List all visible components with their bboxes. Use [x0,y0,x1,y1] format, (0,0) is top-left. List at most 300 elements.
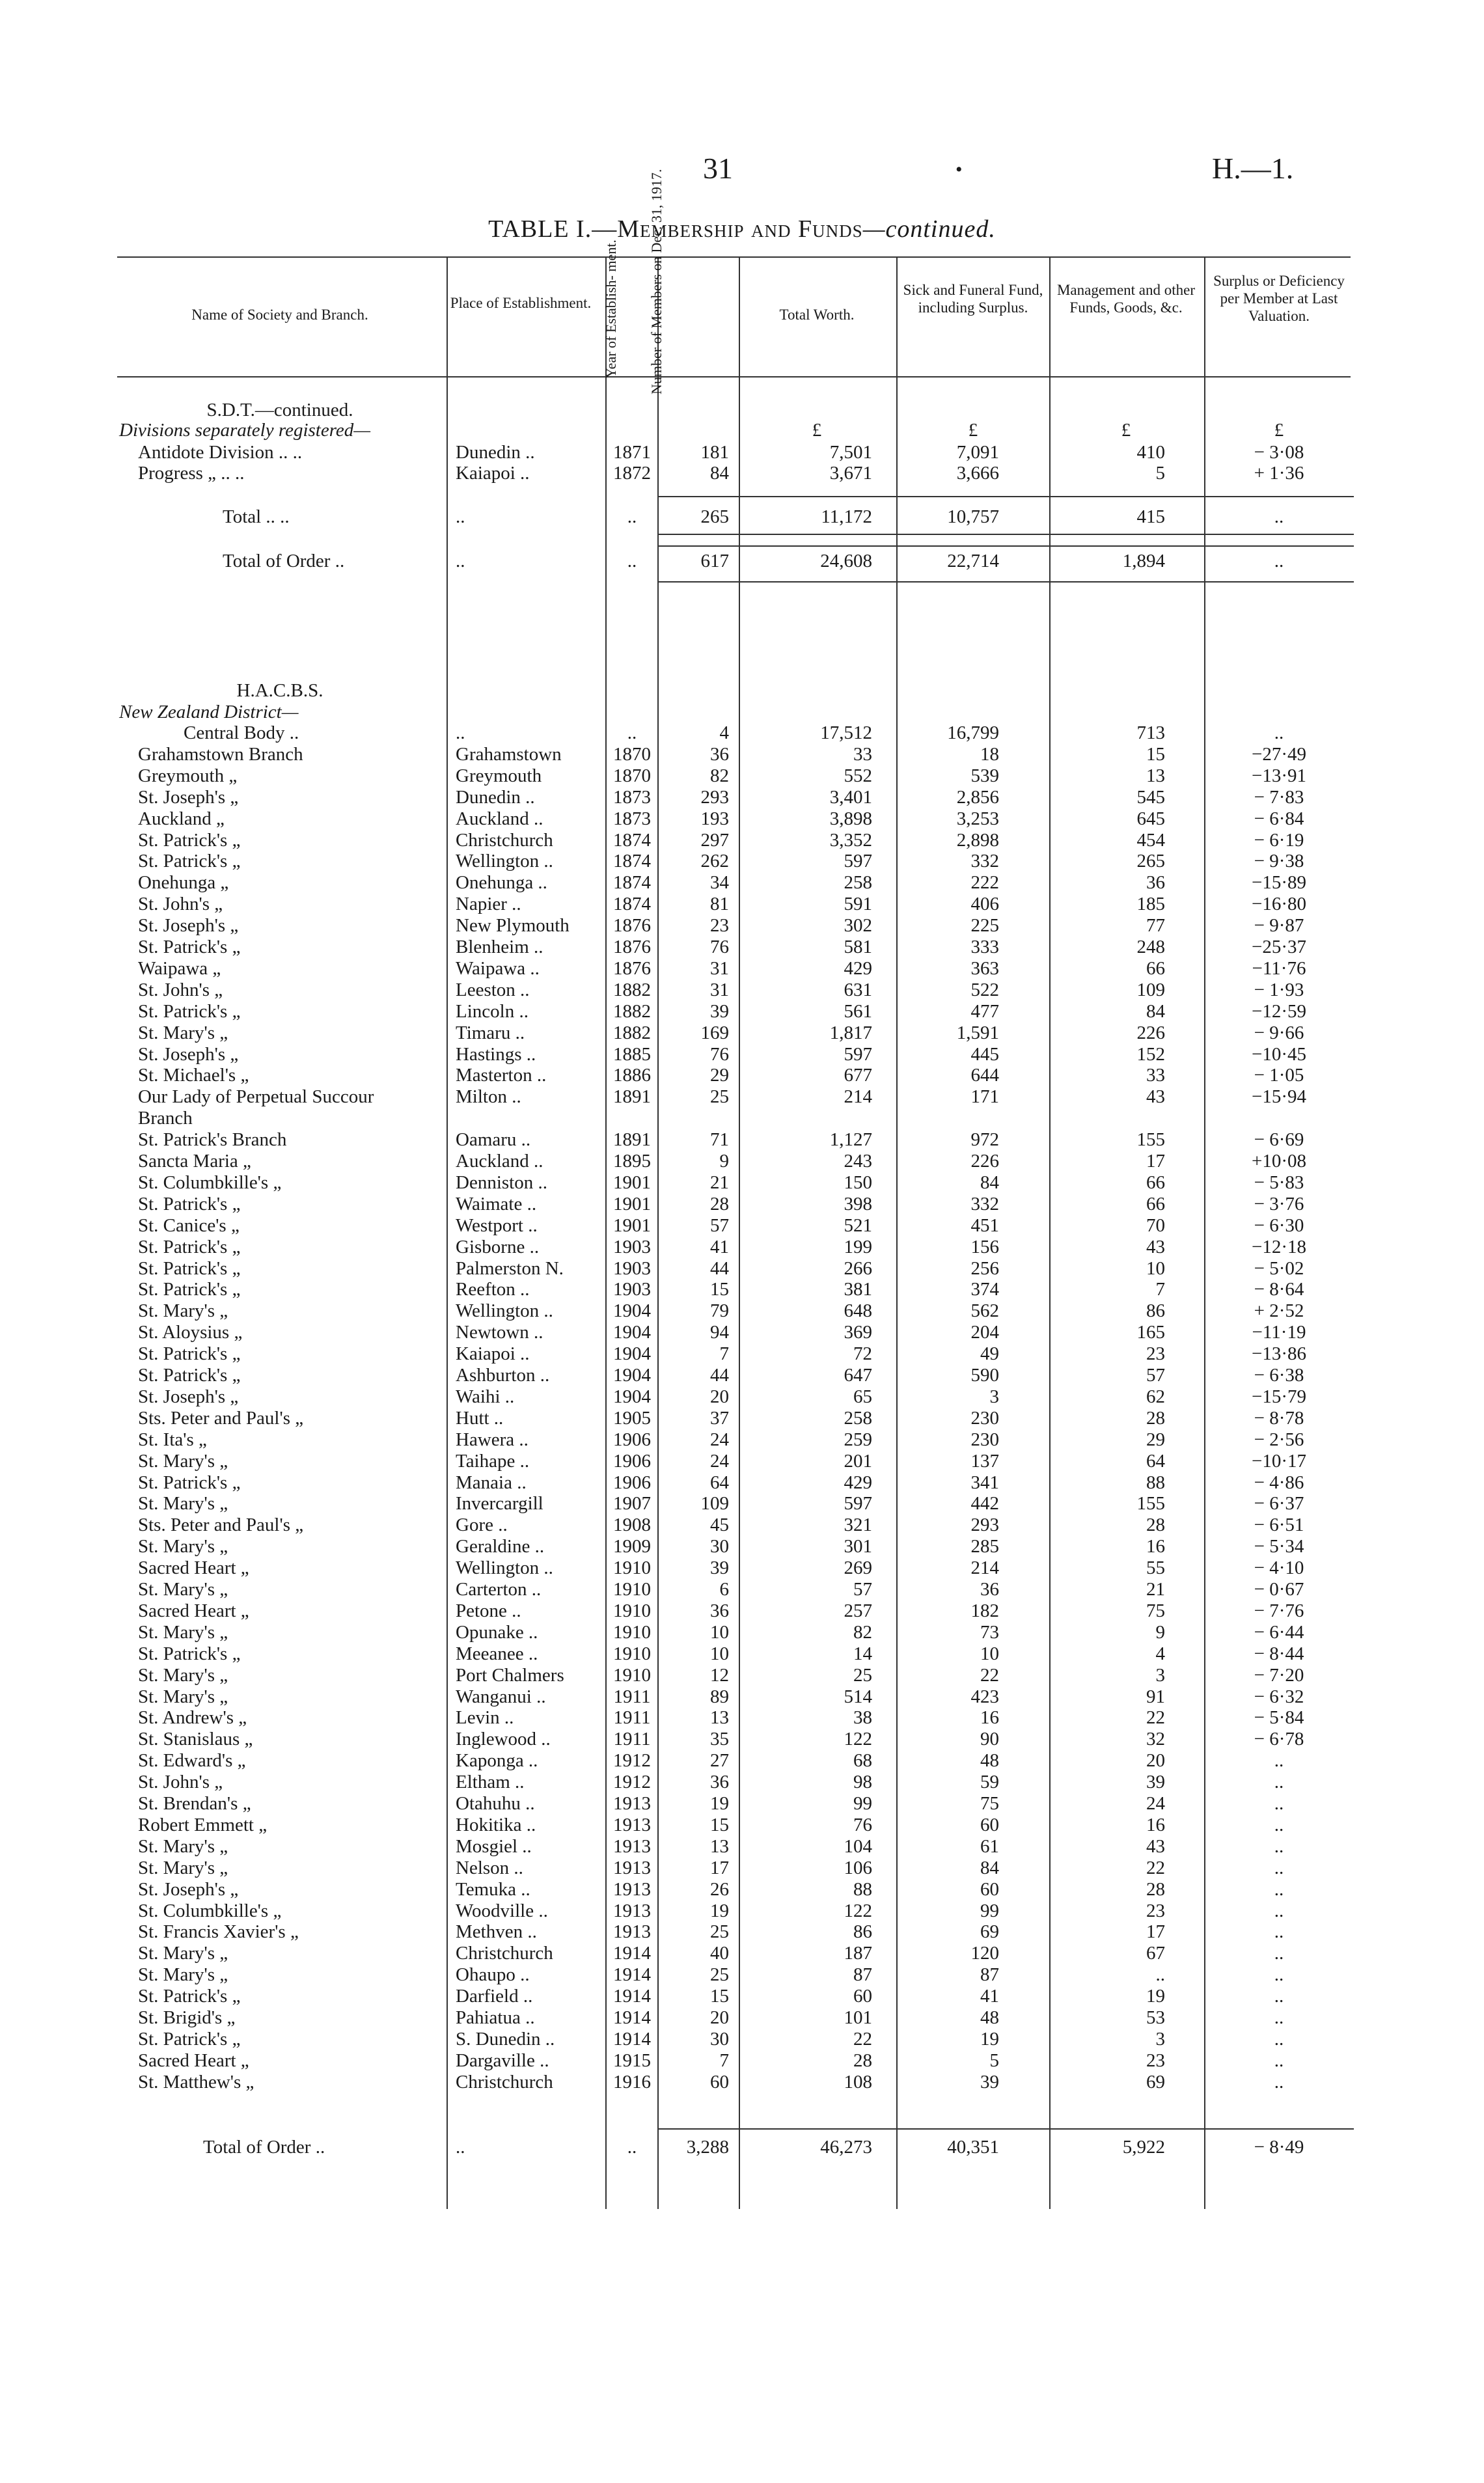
hacbs-row-total-worth: 82 [853,1622,872,1643]
hacbs-row-place: Pahiatua .. [456,2007,535,2028]
hacbs-row-total-worth: 33 [853,744,872,765]
hacbs-total-top-rule [657,2128,1354,2130]
hacbs-row-name: St. Mary's „ [138,1943,228,1964]
hacbs-row-surplus: .. [1274,1750,1284,1771]
hacbs-row-sick-fund: 230 [970,1429,999,1450]
hacbs-row-place: Leeston .. [456,980,530,1000]
hacbs-row-year: 1891 [613,1129,651,1150]
hacbs-row-place: Petone .. [456,1600,521,1621]
hacbs-row-total-worth: 269 [844,1557,872,1578]
sdt-row-total-worth: 7,501 [829,442,872,463]
hacbs-row-name: St. Mary's „ [138,1622,228,1643]
hacbs-row-name: St. Mary's „ [138,1536,228,1557]
sdt-subheading: Divisions separately registered— [119,420,371,441]
hacbs-row-total-worth: 187 [844,1943,872,1964]
hacbs-row-members: 36 [710,1600,729,1621]
hacbs-row-members: 7 [719,1343,729,1364]
hacbs-row-name: Central Body .. [184,722,299,743]
hacbs-row-total-worth: 106 [844,1858,872,1878]
hacbs-row-year: 1904 [613,1386,651,1407]
hacbs-row-surplus: .. [1274,1964,1284,1985]
hacbs-row-name: St. Patrick's „ [138,1258,241,1279]
hacbs-row-year: 1913 [613,1921,651,1942]
hacbs-row-total-worth: 266 [844,1258,872,1279]
hacbs-row-surplus: − 6·69 [1254,1129,1304,1150]
hacbs-row-surplus: −11·76 [1252,958,1306,979]
hacbs-row-sick-fund: 590 [970,1365,999,1386]
hacbs-row-management-fund: 43 [1146,1836,1165,1857]
hacbs-row-surplus: .. [1274,2029,1284,2050]
hacbs-row-members: 39 [710,1001,729,1022]
hacbs-row-name: Grahamstown Branch [138,744,303,765]
hacbs-row-year: 1915 [613,2050,651,2071]
hacbs-row-total-worth: 60 [853,1986,872,2007]
hacbs-row-management-fund: 75 [1146,1600,1165,1621]
sdt-total-year: .. [627,506,637,527]
col-header-year: Year of Establish- ment. [603,240,619,378]
hacbs-row-members: 71 [710,1129,729,1150]
hacbs-row-year: 1914 [613,2007,651,2028]
hacbs-row-name: St. Patrick's „ [138,830,241,851]
hacbs-row-name: Sacred Heart „ [138,1557,249,1578]
title-main: Membership and Funds [617,215,863,243]
document-code: H.—1. [1212,152,1294,185]
hacbs-row-name-continuation: Branch [138,1108,193,1129]
hacbs-row-sick-fund: 41 [980,1986,999,2007]
hacbs-row-management-fund: 29 [1146,1429,1165,1450]
hacbs-row-place: Waimate .. [456,1194,537,1214]
hacbs-row-management-fund: 66 [1146,958,1165,979]
hacbs-row-name: St. Joseph's „ [138,787,239,808]
hacbs-row-place: Geraldine .. [456,1536,545,1557]
hacbs-row-year: 1914 [613,2029,651,2050]
sdt-total-top-rule [657,496,1354,497]
hacbs-row-members: 10 [710,1643,729,1664]
hacbs-row-sick-fund: 99 [980,1900,999,1921]
hacbs-row-year: 1903 [613,1279,651,1300]
hacbs-row-year: 1882 [613,1001,651,1022]
hacbs-row-total-worth: 258 [844,872,872,893]
hacbs-row-place: Gisborne .. [456,1237,540,1257]
hacbs-row-management-fund: 86 [1146,1300,1165,1321]
hacbs-row-management-fund: 36 [1146,872,1165,893]
hacbs-row-place: Eltham .. [456,1772,525,1792]
hacbs-row-total-worth: 521 [844,1215,872,1236]
hacbs-row-place: Ashburton .. [456,1365,550,1386]
hacbs-row-management-fund: 28 [1146,1879,1165,1900]
hacbs-row-year: 1913 [613,1815,651,1835]
hacbs-row-total-worth: 25 [853,1665,872,1686]
hacbs-row-total-worth: 321 [844,1515,872,1535]
hacbs-row-surplus: .. [1274,2007,1284,2028]
hacbs-row-surplus: − 6·78 [1254,1729,1304,1749]
sdt-row-surplus: + 1·36 [1254,463,1304,484]
hacbs-row-place: Woodville .. [456,1900,548,1921]
hacbs-row-total-worth: 108 [844,2072,872,2092]
hacbs-row-year: 1910 [613,1579,651,1600]
hacbs-row-year: 1885 [613,1044,651,1065]
hacbs-row-total-worth: 647 [844,1365,872,1386]
hacbs-row-management-fund: 645 [1136,808,1165,829]
order-total-top-rule [657,545,1354,547]
hacbs-row-members: 13 [710,1836,729,1857]
hacbs-row-sick-fund: 332 [970,1194,999,1214]
hacbs-row-management-fund: 77 [1146,915,1165,936]
hacbs-row-name: St. Columbkille's „ [138,1900,282,1921]
hacbs-row-management-fund: 32 [1146,1729,1165,1749]
currency-worth: £ [812,420,822,441]
hacbs-row-year: 1913 [613,1858,651,1878]
hacbs-row-total-worth: 597 [844,1493,872,1514]
hacbs-row-surplus: +10·08 [1251,1151,1306,1172]
hacbs-row-total-worth: 72 [853,1343,872,1364]
header-top-rule [117,256,1351,258]
hacbs-row-name: Auckland „ [138,808,225,829]
hacbs-row-year: 1903 [613,1237,651,1257]
hacbs-row-year: 1913 [613,1836,651,1857]
hacbs-row-place: Otahuhu .. [456,1793,535,1814]
hacbs-row-management-fund: 84 [1146,1001,1165,1022]
hacbs-row-place: Denniston .. [456,1172,547,1193]
hacbs-row-members: 7 [719,2050,729,2071]
hacbs-row-year: 1886 [613,1065,651,1086]
hacbs-row-sick-fund: 644 [970,1065,999,1086]
hacbs-row-place: Wellington .. [456,1300,553,1321]
hacbs-order-total-management-fund: 5,922 [1122,2137,1165,2158]
hacbs-row-name: St. John's „ [138,980,223,1000]
hacbs-row-management-fund: 64 [1146,1451,1165,1472]
hacbs-row-name: St. Mary's „ [138,1836,228,1857]
hacbs-row-surplus: − 7·76 [1254,1600,1304,1621]
sdt-row-place: Dunedin .. [456,442,535,463]
hacbs-row-sick-fund: 137 [970,1451,999,1472]
hacbs-row-management-fund: 66 [1146,1194,1165,1214]
hacbs-row-total-worth: 3,352 [829,830,872,851]
hacbs-row-name: St. Michael's „ [138,1065,249,1086]
hacbs-row-place: Meeanee .. [456,1643,538,1664]
hacbs-row-name: Sts. Peter and Paul's „ [138,1515,304,1535]
hacbs-row-place: Newtown .. [456,1322,543,1343]
sdt-row-place: Kaiapoi .. [456,463,530,484]
hacbs-row-members: 15 [710,1279,729,1300]
hacbs-row-management-fund: 16 [1146,1536,1165,1557]
hacbs-row-place: Auckland .. [456,808,543,829]
hacbs-row-year: 1876 [613,937,651,957]
hacbs-row-name: St. Joseph's „ [138,1386,239,1407]
hacbs-row-members: 15 [710,1986,729,2007]
hacbs-row-total-worth: 3,898 [829,808,872,829]
hacbs-row-management-fund: 13 [1146,765,1165,786]
hacbs-row-sick-fund: 442 [970,1493,999,1514]
page-mark: • [955,159,963,180]
hacbs-row-members: 36 [710,1772,729,1792]
hacbs-row-surplus: .. [1274,1879,1284,1900]
hacbs-row-total-worth: 17,512 [820,722,872,743]
hacbs-row-sick-fund: 90 [980,1729,999,1749]
hacbs-row-year: 1914 [613,1964,651,1985]
hacbs-order-total-members: 3,288 [686,2137,729,2158]
hacbs-row-name: St. Patrick's „ [138,1237,241,1257]
hacbs-row-name: St. Patrick's „ [138,1001,241,1022]
hacbs-row-management-fund: 43 [1146,1237,1165,1257]
hacbs-row-sick-fund: 10 [980,1643,999,1664]
hacbs-row-name: Waipawa „ [138,958,221,979]
hacbs-row-place: Blenheim .. [456,937,543,957]
hacbs-row-total-worth: 199 [844,1237,872,1257]
hacbs-row-place: Hastings .. [456,1044,536,1065]
hacbs-row-members: 57 [710,1215,729,1236]
hacbs-row-management-fund: 39 [1146,1772,1165,1792]
hacbs-row-year: 1873 [613,808,651,829]
hacbs-row-sick-fund: 539 [970,765,999,786]
hacbs-row-place: Port Chalmers [456,1665,564,1686]
hacbs-row-year: 1916 [613,2072,651,2092]
hacbs-row-members: 36 [710,744,729,765]
hacbs-row-year: 1870 [613,744,651,765]
hacbs-row-members: 60 [710,2072,729,2092]
hacbs-order-total-sick-fund: 40,351 [947,2137,999,2158]
hacbs-row-members: 30 [710,1536,729,1557]
hacbs-row-surplus: − 9·66 [1254,1022,1304,1043]
hacbs-row-sick-fund: 522 [970,980,999,1000]
hacbs-row-place: Timaru .. [456,1022,525,1043]
hacbs-row-year: 1876 [613,915,651,936]
hacbs-row-place: Dunedin .. [456,787,535,808]
hacbs-row-total-worth: 369 [844,1322,872,1343]
hacbs-row-members: 24 [710,1429,729,1450]
col-header-worth: Total Worth. [779,307,855,323]
hacbs-row-total-worth: 99 [853,1793,872,1814]
hacbs-row-total-worth: 1,817 [829,1022,872,1043]
hacbs-row-surplus: − 8·44 [1254,1643,1304,1664]
hacbs-row-surplus: − 7·83 [1254,787,1304,808]
hacbs-row-sick-fund: 451 [970,1215,999,1236]
hacbs-row-sick-fund: 3,253 [956,808,999,829]
hacbs-row-total-worth: 631 [844,980,872,1000]
hacbs-row-surplus: − 8·78 [1254,1408,1304,1429]
hacbs-row-sick-fund: 285 [970,1536,999,1557]
hacbs-row-year: 1913 [613,1793,651,1814]
hacbs-row-year: 1910 [613,1600,651,1621]
hacbs-row-name: St. Patrick's „ [138,937,241,957]
hacbs-row-management-fund: 23 [1146,1900,1165,1921]
hacbs-row-members: 44 [710,1365,729,1386]
hacbs-row-sick-fund: 2,898 [956,830,999,851]
hacbs-row-surplus: .. [1274,1921,1284,1942]
sdt-row-surplus: − 3·08 [1254,442,1304,463]
hacbs-row-year: 1891 [613,1086,651,1107]
hacbs-row-year: 1913 [613,1900,651,1921]
hacbs-row-place: Wellington .. [456,1557,553,1578]
col-header-surplus: Surplus or Deficiency per Member at Last Valuation. [1213,273,1345,324]
hacbs-row-surplus: − 4·10 [1254,1557,1304,1578]
hacbs-row-sick-fund: 48 [980,1750,999,1771]
hacbs-row-members: 293 [700,787,729,808]
hacbs-row-place: Temuka .. [456,1879,530,1900]
hacbs-row-sick-fund: 22 [980,1665,999,1686]
hacbs-row-place: Waihi .. [456,1386,515,1407]
hacbs-row-name: St. Patrick's Branch [138,1129,287,1150]
hacbs-row-name: Sancta Maria „ [138,1151,251,1172]
hacbs-row-members: 24 [710,1451,729,1472]
hacbs-row-total-worth: 581 [844,937,872,957]
hacbs-row-name: St. Joseph's „ [138,1879,239,1900]
sdt-row-members: 84 [710,463,729,484]
hacbs-row-sick-fund: 226 [970,1151,999,1172]
hacbs-row-name: St. Mary's „ [138,1493,228,1514]
sdt-total-management-fund: 415 [1136,506,1165,527]
hacbs-row-members: 4 [719,722,729,743]
hacbs-row-management-fund: 22 [1146,1858,1165,1878]
hacbs-row-year: 1912 [613,1772,651,1792]
hacbs-row-name: St. Mary's „ [138,1686,228,1707]
hacbs-row-place: Auckland .. [456,1151,543,1172]
hacbs-row-management-fund: 28 [1146,1408,1165,1429]
hacbs-row-place: Manaia .. [456,1472,527,1493]
hacbs-row-members: 12 [710,1665,729,1686]
hacbs-row-place: Levin .. [456,1707,514,1728]
hacbs-row-members: 94 [710,1322,729,1343]
hacbs-row-members: 29 [710,1065,729,1086]
col-header-members: Number of Members on Dec. 31, 1917. [648,169,665,394]
hacbs-row-surplus: .. [1274,2050,1284,2071]
hacbs-row-year: 1906 [613,1451,651,1472]
hacbs-row-year: 1870 [613,765,651,786]
hacbs-row-name: St. Columbkille's „ [138,1172,282,1193]
sdt-order-total-total-worth: 24,608 [820,551,872,571]
hacbs-row-sick-fund: 73 [980,1622,999,1643]
hacbs-row-year: 1874 [613,894,651,914]
hacbs-row-total-worth: 257 [844,1600,872,1621]
hacbs-row-surplus: .. [1274,722,1284,743]
hacbs-row-name: St. Joseph's „ [138,915,239,936]
hacbs-row-sick-fund: 171 [970,1086,999,1107]
sdt-heading [117,400,443,421]
hacbs-row-total-worth: 1,127 [829,1129,872,1150]
hacbs-row-sick-fund: 5 [989,2050,999,2071]
sdt-order-total-name: Total of Order .. [223,551,345,571]
hacbs-row-total-worth: 14 [853,1643,872,1664]
hacbs-row-sick-fund: 972 [970,1129,999,1150]
hacbs-row-members: 20 [710,1386,729,1407]
table-title [0,215,1484,243]
hacbs-row-total-worth: 301 [844,1536,872,1557]
hacbs-row-surplus: .. [1274,1900,1284,1921]
sdt-row-sick-fund: 7,091 [956,442,999,463]
hacbs-row-surplus: −13·86 [1251,1343,1306,1364]
hacbs-row-year: 1874 [613,830,651,851]
hacbs-row-surplus: −27·49 [1251,744,1306,765]
hacbs-row-sick-fund: 84 [980,1858,999,1878]
hacbs-row-sick-fund: 477 [970,1001,999,1022]
hacbs-row-members: 34 [710,872,729,893]
sdt-total-members: 265 [700,506,729,527]
hacbs-row-management-fund: 22 [1146,1707,1165,1728]
hacbs-row-management-fund: 9 [1155,1622,1165,1643]
hacbs-row-year: 1874 [613,872,651,893]
hacbs-row-management-fund: 19 [1146,1986,1165,2007]
hacbs-row-sick-fund: 363 [970,958,999,979]
hacbs-row-year: 1876 [613,958,651,979]
hacbs-row-sick-fund: 256 [970,1258,999,1279]
col-header-mgmt: Management and other Funds, Goods, &c. [1056,282,1196,316]
hacbs-row-management-fund: 28 [1146,1515,1165,1535]
hacbs-row-place: Reefton .. [456,1279,530,1300]
sdt-order-total-sick-fund: 22,714 [947,551,999,571]
hacbs-row-name: Onehunga „ [138,872,229,893]
hacbs-row-year: .. [627,722,637,743]
hacbs-row-members: 9 [719,1151,729,1172]
hacbs-row-members: 25 [710,1086,729,1107]
hacbs-row-year: 1914 [613,1943,651,1964]
sdt-total-name: Total .. .. [223,506,290,527]
hacbs-row-name: St. Mary's „ [138,1964,228,1985]
hacbs-row-name: St. Patrick's „ [138,851,241,871]
hacbs-row-total-worth: 429 [844,958,872,979]
hacbs-row-sick-fund: 39 [980,2072,999,2092]
hacbs-row-name: St. Canice's „ [138,1215,240,1236]
sdt-row-sick-fund: 3,666 [956,463,999,484]
hacbs-row-name: St. Francis Xavier's „ [138,1921,299,1942]
header-bottom-rule [117,376,1351,377]
hacbs-row-management-fund: 17 [1146,1921,1165,1942]
hacbs-row-total-worth: 398 [844,1194,872,1214]
hacbs-row-sick-fund: 16,799 [947,722,999,743]
hacbs-row-name: Greymouth „ [138,765,238,786]
hacbs-row-year: 1913 [613,1879,651,1900]
hacbs-row-management-fund: 66 [1146,1172,1165,1193]
hacbs-row-total-worth: 259 [844,1429,872,1450]
sdt-order-total-place: .. [456,551,465,571]
hacbs-row-total-worth: 150 [844,1172,872,1193]
hacbs-row-members: 109 [700,1493,729,1514]
sdt-order-total-surplus: .. [1274,551,1284,571]
hacbs-row-name: St. Patrick's „ [138,1194,241,1214]
hacbs-row-members: 28 [710,1194,729,1214]
hacbs-row-name: St. Brigid's „ [138,2007,236,2028]
hacbs-row-place: New Plymouth [456,915,570,936]
hacbs-row-surplus: −25·37 [1251,937,1306,957]
hacbs-row-members: 45 [710,1515,729,1535]
hacbs-row-total-worth: 86 [853,1921,872,1942]
hacbs-row-management-fund: 3 [1155,1665,1165,1686]
hacbs-row-surplus: − 6·44 [1254,1622,1304,1643]
hacbs-row-surplus: − 6·38 [1254,1365,1304,1386]
sdt-row-year: 1872 [613,463,651,484]
hacbs-row-place: Taihape .. [456,1451,530,1472]
hacbs-row-place: Methven .. [456,1921,537,1942]
hacbs-row-management-fund: 454 [1136,830,1165,851]
hacbs-row-members: 89 [710,1686,729,1707]
hacbs-row-members: 31 [710,958,729,979]
column-divider-3 [739,256,740,2209]
hacbs-row-members: 41 [710,1237,729,1257]
hacbs-row-sick-fund: 406 [970,894,999,914]
hacbs-row-members: 82 [710,765,729,786]
hacbs-row-surplus: − 9·87 [1254,915,1304,936]
hacbs-row-sick-fund: 423 [970,1686,999,1707]
hacbs-row-sick-fund: 225 [970,915,999,936]
hacbs-row-total-worth: 3,401 [829,787,872,808]
title-prefix: TABLE I.— [488,215,618,243]
hacbs-row-total-worth: 88 [853,1879,872,1900]
hacbs-row-management-fund: 69 [1146,2072,1165,2092]
hacbs-row-members: 31 [710,980,729,1000]
hacbs-row-year: 1909 [613,1536,651,1557]
hacbs-row-members: 35 [710,1729,729,1749]
hacbs-row-sick-fund: 61 [980,1836,999,1857]
hacbs-row-surplus: − 9·38 [1254,851,1304,871]
